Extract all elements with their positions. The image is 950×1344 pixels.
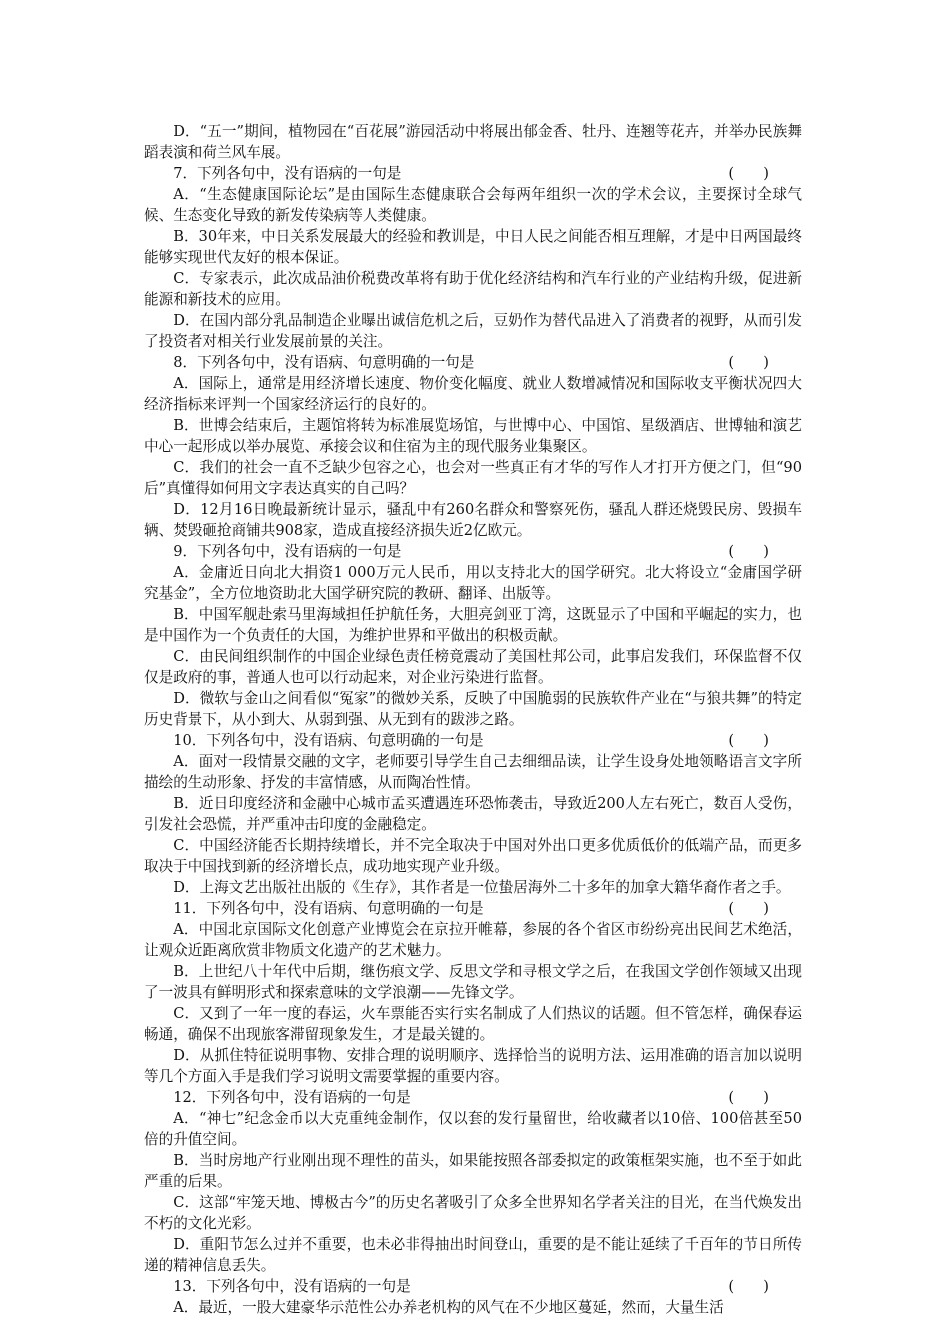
question-text: 11．下列各句中，没有语病、句意明确的一句是 bbox=[173, 900, 484, 917]
answer-option: A．面对一段情景交融的文字，老师要引导学生自己去细细品读，让学生设身处地领略语言文字所描绘的生动形象、抒发的丰富情感，从而陶冶性情。 bbox=[144, 753, 802, 791]
answer-option: D．“五一”期间，植物园在“百花展”游园活动中将展出郁金香、牡丹、连翘等花卉，并举办民族舞蹈表演和荷兰风车展。 bbox=[144, 123, 802, 161]
answer-option: A．金庸近日向北大捐资1 000万元人民币，用以支持北大的国学研究。北大将设立“金庸国学研究基金”，全方位地资助北大国学研究院的教研、翻译、出版等。 bbox=[144, 564, 802, 602]
answer-blank: ( ) bbox=[728, 165, 769, 182]
answer-option: B．世博会结束后，主题馆将转为标准展览场馆，与世博中心、中国馆、星级酒店、世博轴和演艺中心一起形成以举办展览、承接会议和住宿为主的现代服务业集聚区。 bbox=[144, 417, 802, 455]
answer-option: D．12月16日晚最新统计显示，骚乱中有260名群众和警察死伤，骚乱人群还烧毁民房、毁损车辆、焚毁砸抢商铺共908家，造成直接经济损失近2亿欧元。 bbox=[144, 501, 802, 539]
answer-option: D．微软与金山之间看似“冤家”的微妙关系，反映了中国脆弱的民族软件产业在“与狼共舞”的特定历史背景下，从小到大、从弱到强、从无到有的跋涉之路。 bbox=[144, 690, 802, 728]
answer-blank: ( ) bbox=[728, 543, 769, 560]
question-stem bbox=[144, 1087, 802, 1108]
question-text: 8．下列各句中，没有语病、句意明确的一句是 bbox=[173, 354, 475, 371]
answer-option: A．“生态健康国际论坛”是由国际生态健康联合会每两年组织一次的学术会议，主要探讨全球气候、生态变化导致的新发传染病等人类健康。 bbox=[144, 186, 802, 224]
answer-option: B．30年来，中日关系发展最大的经验和教训是，中日人民之间能否相互理解，才是中日两国最终能够实现世代友好的根本保证。 bbox=[144, 228, 802, 266]
answer-option: C．又到了一年一度的春运，火车票能否实行实名制成了人们热议的话题。但不管怎样，确保春运畅通，确保不出现旅客滞留现象发生，才是最关键的。 bbox=[144, 1005, 802, 1043]
answer-blank: ( ) bbox=[728, 1089, 769, 1106]
answer-option: B．近日印度经济和金融中心城市孟买遭遇连环恐怖袭击，导致近200人左右死亡，数百人受伤，引发社会恐慌，并严重冲击印度的金融稳定。 bbox=[144, 795, 802, 833]
question-stem bbox=[144, 541, 802, 562]
answer-option: C．中国经济能否长期持续增长，并不完全取决于中国对外出口更多优质低价的低端产品，而更多取决于中国找到新的经济增长点，成功地实现产业升级。 bbox=[144, 837, 802, 875]
answer-blank: ( ) bbox=[728, 1278, 769, 1295]
answer-option: A．国际上，通常是用经济增长速度、物价变化幅度、就业人数增减情况和国际收支平衡状况四大经济指标来评判一个国家经济运行的良好的。 bbox=[144, 375, 802, 413]
answer-option: D．从抓住特征说明事物、安排合理的说明顺序、选择恰当的说明方法、运用准确的语言加以说明等几个方面入手是我们学习说明文需要掌握的重要内容。 bbox=[144, 1047, 802, 1085]
answer-blank: ( ) bbox=[728, 900, 769, 917]
answer-option: B．当时房地产行业刚出现不理性的苗头，如果能按照各部委拟定的政策框架实施，也不至于如此严重的后果。 bbox=[144, 1152, 802, 1190]
answer-blank: ( ) bbox=[728, 732, 769, 749]
answer-option: C．由民间组织制作的中国企业绿色责任榜竟震动了美国杜邦公司，此事启发我们，环保监督不仅仅是政府的事，普通人也可以行动起来，对企业污染进行监督。 bbox=[144, 648, 802, 686]
answer-option: C．我们的社会一直不乏缺少包容之心，也会对一些真正有才华的写作人才打开方便之门，但“90后”真懂得如何用文字表达真实的自己吗？ bbox=[144, 459, 802, 497]
question-stem bbox=[144, 898, 802, 919]
question-stem bbox=[144, 730, 802, 751]
answer-blank: ( ) bbox=[728, 354, 769, 371]
answer-option: B．中国军舰赴索马里海域担任护航任务，大胆亮剑亚丁湾，这既显示了中国和平崛起的实力，也是中国作为一个负责任的大国，为维护世界和平做出的积极贡献。 bbox=[144, 606, 802, 644]
answer-option: D．上海文艺出版社出版的《生存》，其作者是一位蛰居海外二十多年的加拿大籍华裔作者之手。 bbox=[173, 879, 791, 896]
question-text: 7．下列各句中，没有语病的一句是 bbox=[173, 165, 402, 182]
answer-option: A．最近，一股大建豪华示范性公办养老机构的风气在不少地区蔓延，然而，大量生活 bbox=[173, 1299, 724, 1316]
answer-option: A．“神七”纪念金币以大克重纯金制作，仅以套的发行量留世，给收藏者以10倍、100倍甚至50倍的升值空间。 bbox=[144, 1110, 802, 1148]
answer-option: A．中国北京国际文化创意产业博览会在京拉开帷幕，参展的各个省区市纷纷亮出民间艺术绝活，让观众近距离欣赏非物质文化遗产的艺术魅力。 bbox=[144, 921, 802, 959]
answer-option: C．这部“牢笼天地、博极古今”的历史名著吸引了众多全世界知名学者关注的目光，在当代焕发出不朽的文化光彩。 bbox=[144, 1194, 802, 1232]
question-text: 9．下列各句中，没有语病的一句是 bbox=[173, 543, 402, 560]
answer-option: B．上世纪八十年代中后期，继伤痕文学、反思文学和寻根文学之后，在我国文学创作领域又出现了一波具有鲜明形式和探索意味的文学浪潮——先锋文学。 bbox=[144, 963, 802, 1001]
answer-option: D．在国内部分乳品制造企业曝出诚信危机之后，豆奶作为替代品进入了消费者的视野，从而引发了投资者对相关行业发展前景的关注。 bbox=[144, 312, 802, 350]
question-stem bbox=[144, 352, 802, 373]
question-stem bbox=[144, 1276, 802, 1297]
answer-option: C．专家表示，此次成品油价税费改革将有助于优化经济结构和汽车行业的产业结构升级，促进新能源和新技术的应用。 bbox=[144, 270, 802, 308]
question-stem bbox=[144, 163, 802, 184]
question-text: 10．下列各句中，没有语病、句意明确的一句是 bbox=[173, 732, 484, 749]
document-page bbox=[144, 121, 802, 1318]
question-text: 13．下列各句中，没有语病的一句是 bbox=[173, 1278, 411, 1295]
answer-option: D．重阳节怎么过并不重要，也未必非得抽出时间登山，重要的是不能让延续了千百年的节日所传递的精神信息丢失。 bbox=[144, 1236, 802, 1274]
question-text: 12．下列各句中，没有语病的一句是 bbox=[173, 1089, 411, 1106]
